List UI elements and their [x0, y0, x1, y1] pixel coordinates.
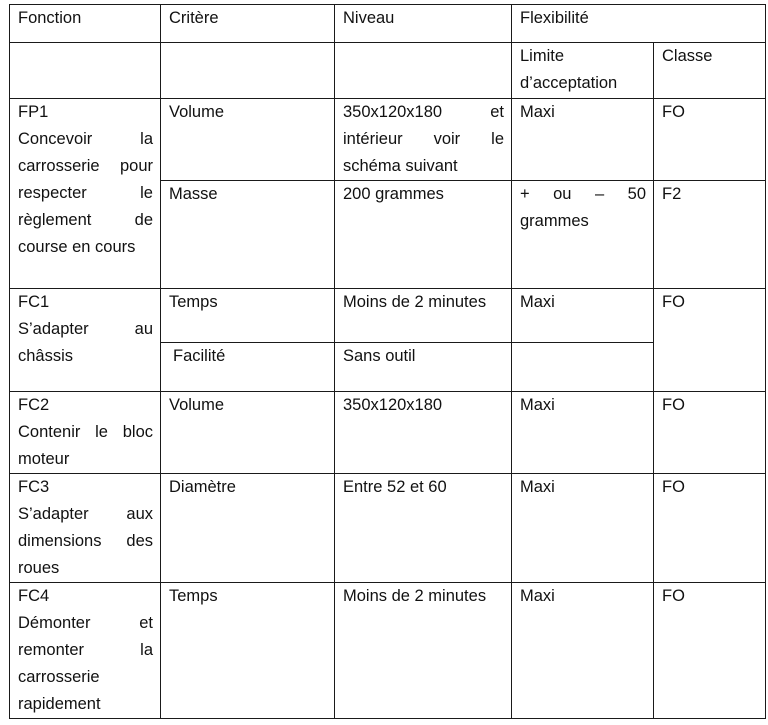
table-row	[10, 392, 766, 474]
classe-cell: F2	[654, 181, 766, 289]
critere-cell: Volume	[161, 392, 335, 474]
table-row	[10, 289, 766, 343]
niveau-cell: Moins de 2 minutes	[335, 583, 512, 719]
limite-cell: Maxi	[512, 289, 654, 343]
limite-cell: Maxi	[512, 392, 654, 474]
header-critere: Critère	[161, 5, 335, 43]
fonction-cell: FP1 Concevoir la carrosserie pour respecter le règlement de course en cours	[10, 99, 161, 289]
fonction-cell: FC1 S’adapter au châssis	[10, 289, 161, 392]
header-fonction: Fonction	[10, 5, 161, 43]
critere-cell: Masse	[161, 181, 335, 289]
header-classe: Classe	[654, 43, 766, 99]
niveau-cell: Sans outil	[335, 343, 512, 392]
niveau-cell: Entre 52 et 60	[335, 474, 512, 583]
header-row	[10, 5, 766, 43]
fonction-cell: FC4 Démonter et remonter la carrosserie rapidement	[10, 583, 161, 719]
fonction-cell: FC3 S’adapter aux dimensions des roues	[10, 474, 161, 583]
critere-cell: Volume	[161, 99, 335, 181]
critere-cell: Facilité	[161, 343, 335, 392]
classe-cell: FO	[654, 392, 766, 474]
limite-cell: Maxi	[512, 583, 654, 719]
limite-cell: Maxi	[512, 474, 654, 583]
subheader-empty-niveau	[335, 43, 512, 99]
classe-cell: FO	[654, 99, 766, 181]
niveau-cell: 350x120x180	[335, 392, 512, 474]
critere-cell: Diamètre	[161, 474, 335, 583]
table-row	[10, 474, 766, 583]
classe-cell: FO	[654, 583, 766, 719]
header-flexibilite: Flexibilité	[512, 5, 766, 43]
subheader-empty-fonction	[10, 43, 161, 99]
critere-cell: Temps	[161, 289, 335, 343]
header-niveau: Niveau	[335, 5, 512, 43]
header-limite-acceptation: Limite d’acceptation	[512, 43, 654, 99]
classe-cell: FO	[654, 474, 766, 583]
niveau-cell: Moins de 2 minutes	[335, 289, 512, 343]
specification-table	[9, 4, 766, 719]
table-row	[10, 583, 766, 719]
limite-cell: Maxi	[512, 99, 654, 181]
subheader-row	[10, 43, 766, 99]
limite-cell	[512, 343, 654, 392]
subheader-empty-critere	[161, 43, 335, 99]
limite-cell: + ou – 50 grammes	[512, 181, 654, 289]
niveau-cell: 350x120x180 et intérieur voir le schéma suivant	[335, 99, 512, 181]
critere-cell: Temps	[161, 583, 335, 719]
niveau-cell: 200 grammes	[335, 181, 512, 289]
fonction-cell: FC2 Contenir le bloc moteur	[10, 392, 161, 474]
classe-cell: FO	[654, 289, 766, 392]
table-row	[10, 99, 766, 181]
